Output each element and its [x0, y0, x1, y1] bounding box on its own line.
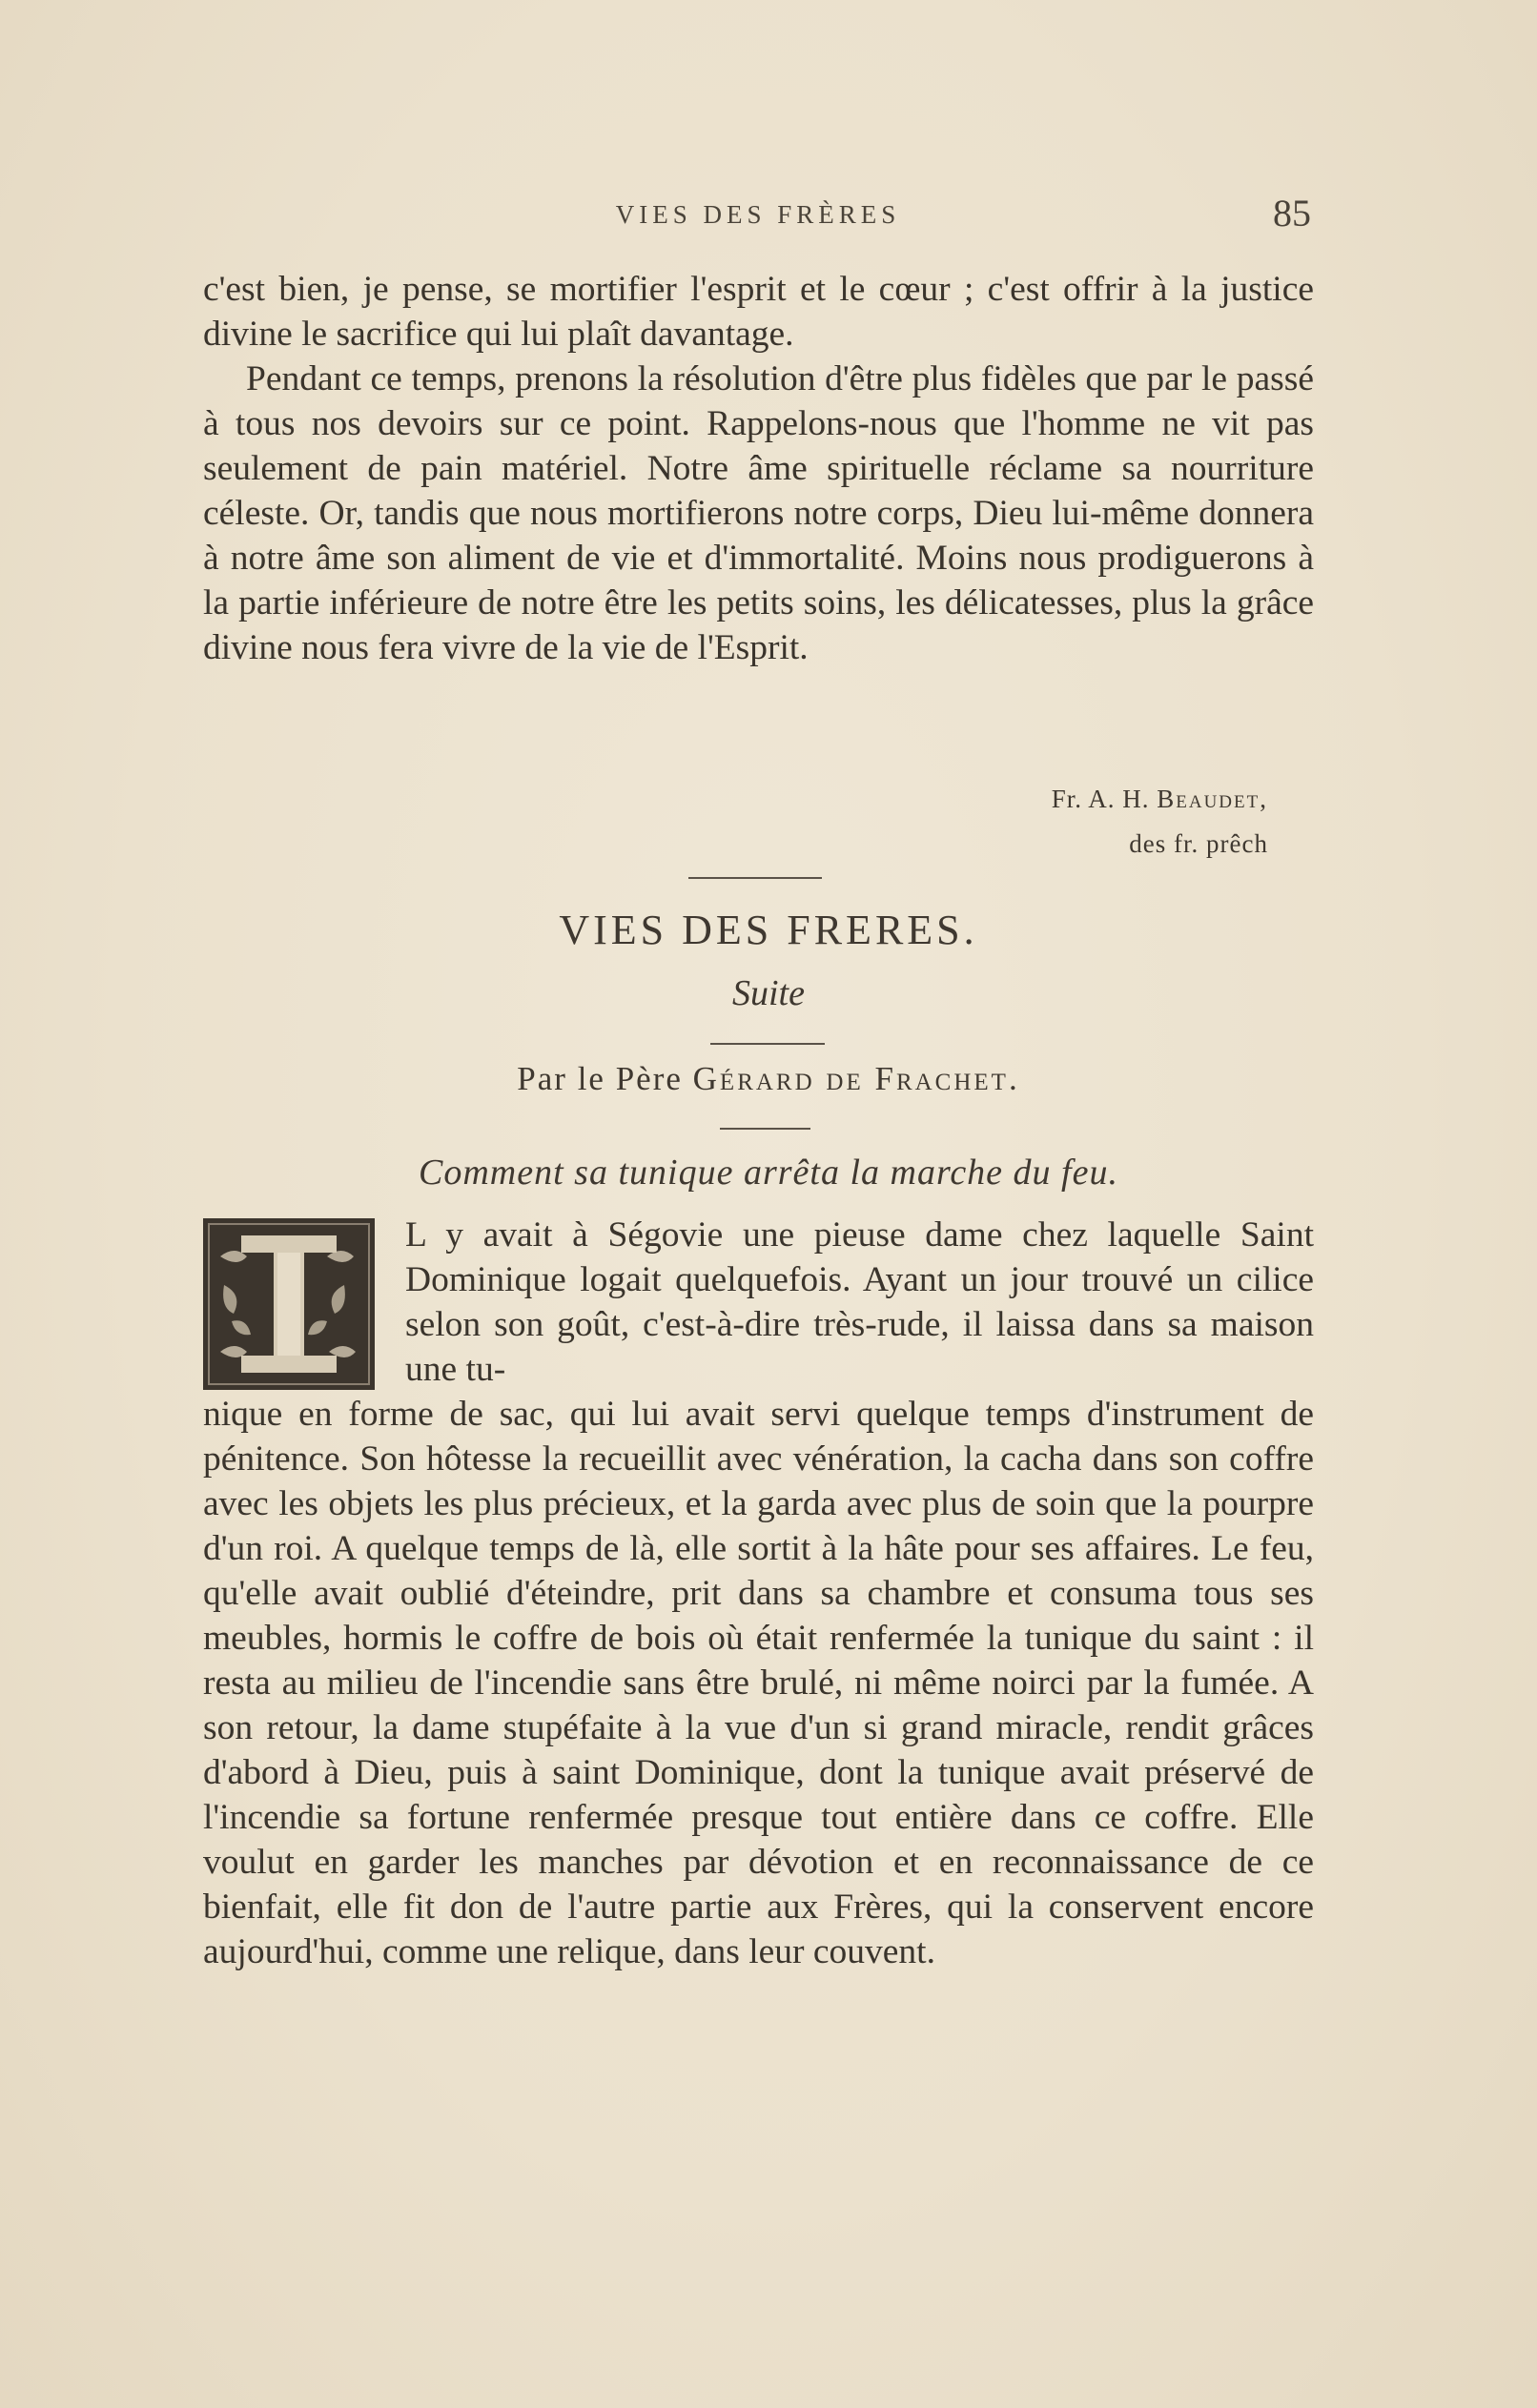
- running-title: VIES DES FRÈRES: [615, 200, 901, 229]
- page-header: [205, 191, 1311, 248]
- page-number: 85: [1273, 192, 1311, 235]
- drop-cap-ornament: [203, 1218, 375, 1390]
- section-divider: [688, 877, 822, 879]
- ornamental-initial-icon: [203, 1218, 375, 1390]
- byline-author: Gérard de Frachet.: [692, 1060, 1020, 1097]
- drop-cap-lines: L y avait à Ségovie une pieuse dame chez laquelle Saint Dominique logait quelquefois. Ayant un jour trouvé un cilice selon son goût, c'est-à-dire très-rude, il laissa dans sa maison une tu-: [405, 1215, 1314, 1389]
- signature-name: [1052, 777, 1268, 822]
- signature-prefix: Fr. A. H.: [1051, 785, 1150, 813]
- paragraph-text: Pendant ce temps, prenons la résolution d'être plus fidèles que par le passé à tous nos devoirs sur ce point. Rappelons-nous que l'homme ne vit pas seulement de pain matériel. Notre âme spirituelle réclame sa nourriture céleste. Or, tandis que nous mortifierons notre corps, Dieu lui-même donnera à notre âme son aliment de vie et d'immortalité. Moins nous prodiguerons à la partie inférieure de notre être les petits soins, les délicatesses, plus la grâce divine nous fera vivre de la vie de l'Esprit.: [203, 359, 1314, 667]
- byline-divider: [720, 1128, 810, 1130]
- paragraph-text: c'est bien, je pense, se mortifier l'esprit et le cœur ; c'est offrir à la justice divine le sacrifice qui lui plaît davantage.: [203, 270, 1314, 354]
- byline: [0, 1060, 1537, 1098]
- author-signature: [1052, 777, 1268, 867]
- chapter-body: [203, 1213, 1314, 1974]
- drop-cap-block: [203, 1213, 1314, 1392]
- byline-prefix: Par le Père: [517, 1060, 683, 1097]
- section-subtitle: Suite: [732, 973, 805, 1013]
- chapter-title: Comment sa tunique arrêta la marche du feu.: [419, 1153, 1118, 1193]
- opening-paragraph: [203, 267, 1314, 670]
- subtitle-divider: [710, 1043, 825, 1045]
- signature-suffix: des fr. prêch: [1129, 829, 1268, 858]
- chapter-paragraph-text: nique en forme de sac, qui lui avait servi quelque temps d'instrument de pénitence. Son hôtesse la recueillit avec vénération, la cacha dans son coffre avec les objets les plus précieux, et la garda avec plus de soin que la pourpre d'un roi. A quelque temps de là, elle sortit à la hâte pour ses affaires. Le feu, qu'elle avait oublié d'éteindre, prit dans sa chambre et consuma tous ses meubles, hormis le coffre de bois où était renfermée la tunique du saint : il resta au milieu de l'incendie sans être brulé, ni même noirci par la fumée. A son retour, la dame stupéfaite à la vue d'un si grand miracle, rendit grâces d'abord à Dieu, puis à saint Dominique, dont la tunique avait préservé de l'incendie sa fortune renfermée presque tout entière dans ce coffre. Elle voulut en garder les manches par dévotion et en reconnaissance de ce bienfait, elle fit don de l'autre partie aux Frères, qui la conservent encore aujourd'hui, comme une relique, dans leur couvent.: [203, 1395, 1314, 1971]
- signature-surname: Beaudet,: [1157, 785, 1268, 813]
- section-title: VIES DES FRERES.: [559, 907, 978, 953]
